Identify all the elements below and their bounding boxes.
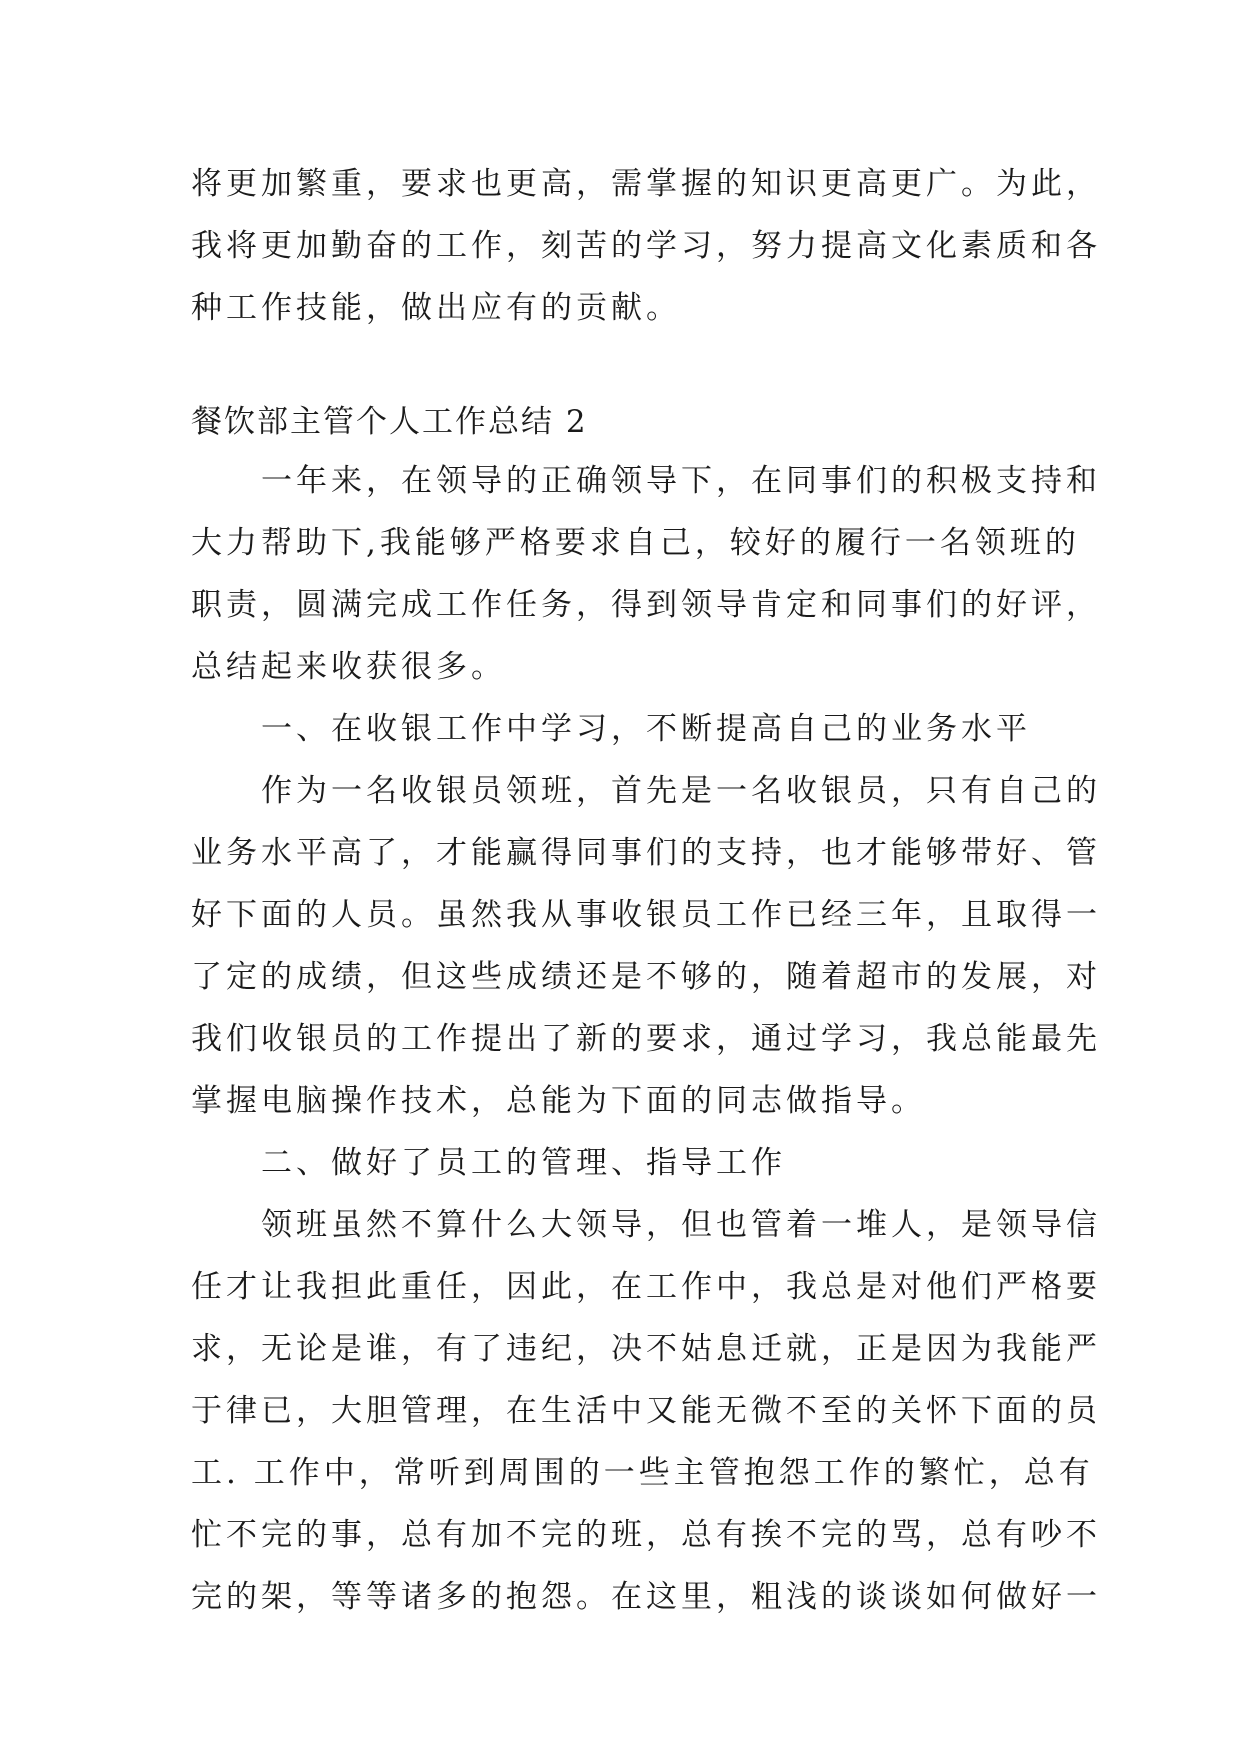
body-line: 大力帮助下,我能够严格要求自己，较好的履行一名领班的 (191, 525, 1080, 561)
body-line: 了定的成绩，但这些成绩还是不够的，随着超市的发展，对 (191, 959, 1101, 995)
body-line: 好下面的人员。虽然我从事收银员工作已经三年，且取得一 (191, 897, 1101, 933)
body-text (191, 450, 1101, 1628)
body-line: 忙不完的事，总有加不完的班，总有挨不完的骂，总有吵不 (191, 1517, 1101, 1553)
body-line: 求，无论是谁，有了违纪，决不姑息迁就，正是因为我能严 (191, 1331, 1101, 1367)
section-title-block (191, 391, 1061, 453)
intro-line: 我将更加勤奋的工作，刻苦的学习，努力提高文化素质和各 (191, 228, 1101, 264)
body-line: 业务水平高了，才能赢得同事们的支持，也才能够带好、管 (191, 835, 1101, 871)
body-line: 职责，圆满完成工作任务，得到领导肯定和同事们的好评， (191, 587, 1101, 623)
body-line: 一年来，在领导的正确领导下，在同事们的积极支持和 (191, 463, 1101, 499)
body-line: 领班虽然不算什么大领导，但也管着一堆人，是领导信 (191, 1207, 1101, 1243)
body-line: 我们收银员的工作提出了新的要求，通过学习，我总能最先 (191, 1021, 1101, 1057)
body-line: 任才让我担此重任，因此，在工作中，我总是对他们严格要 (191, 1269, 1101, 1305)
body-line: 于律已，大胆管理，在生活中又能无微不至的关怀下面的员 (191, 1393, 1101, 1429)
intro-line: 种工作技能，做出应有的贡献。 (191, 290, 681, 326)
intro-line: 将更加繁重，要求也更高，需掌握的知识更高更广。为此， (191, 166, 1101, 202)
body-line: 完的架，等等诸多的抱怨。在这里，粗浅的谈谈如何做好一 (191, 1579, 1101, 1615)
subheading-2: 二、做好了员工的管理、指导工作 (191, 1145, 786, 1181)
subheading-1: 一、在收银工作中学习，不断提高自己的业务水平 (191, 711, 1031, 747)
intro-paragraph (191, 153, 1101, 339)
body-line: 掌握电脑操作技术，总能为下面的同志做指导。 (191, 1083, 926, 1119)
body-line: 作为一名收银员领班，首先是一名收银员，只有自己的 (191, 773, 1101, 809)
section-title: 餐饮部主管个人工作总结 2 (191, 404, 588, 440)
body-line: 总结起来收获很多。 (191, 649, 506, 685)
body-line: 工. 工作中，常听到周围的一些主管抱怨工作的繁忙，总有 (191, 1455, 1094, 1491)
